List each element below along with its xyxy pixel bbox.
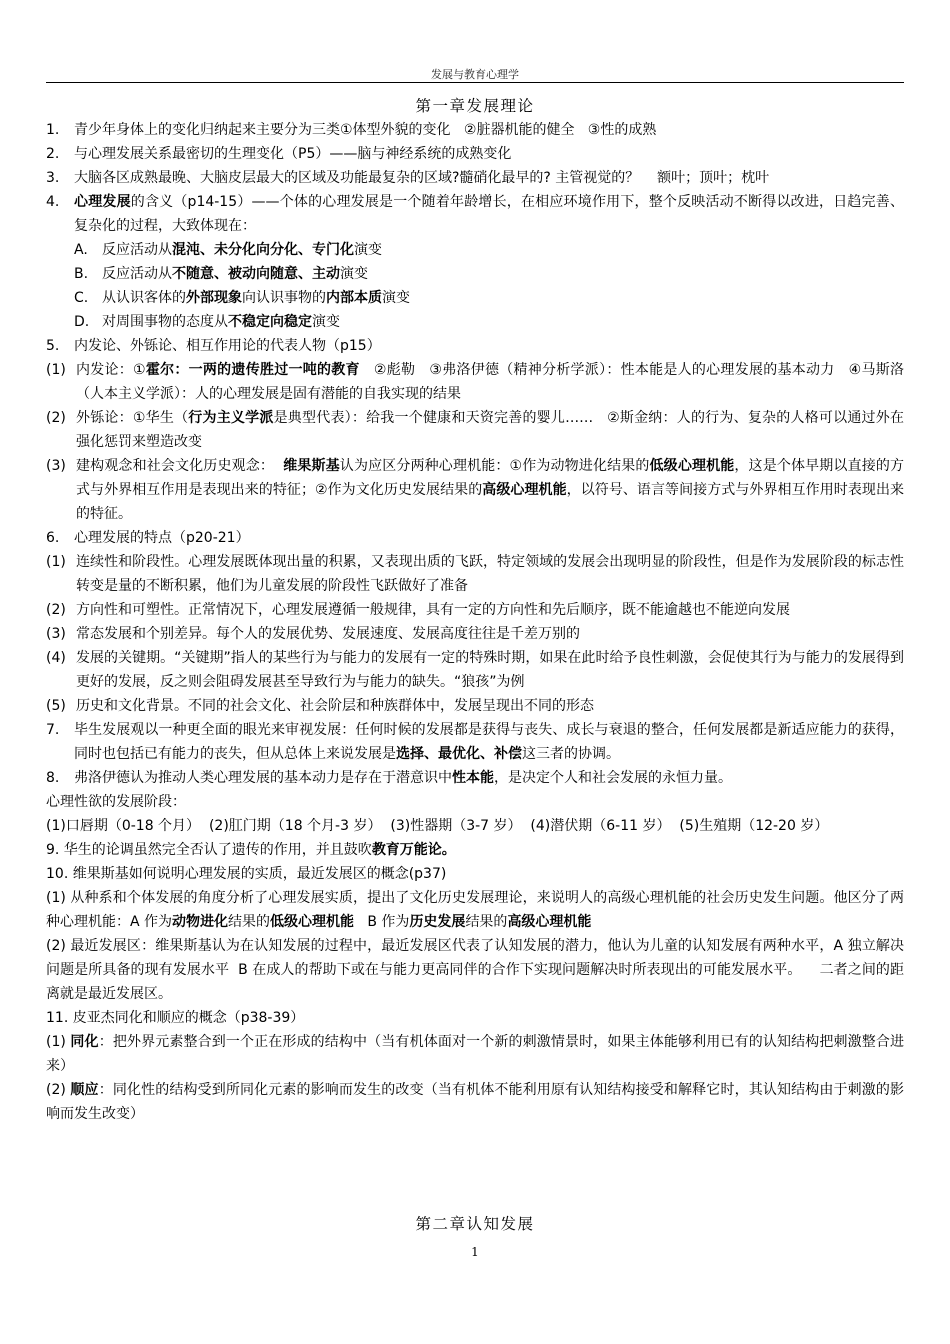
item-text: 毕生发展观以一种更全面的眼光来审视发展：任何时候的发展都是获得与丧失、成长与衰退的整合，任何发展都是新适应能力的获得，同时也包括已有能力的丧失，但从总体上来说发展是选择、最优化、补偿这三者的协调。 bbox=[74, 722, 904, 762]
item-number: A. bbox=[74, 242, 88, 258]
paragraph: 10. 维果斯基如何说明心理发展的实质，最近发展区的概念(p37) bbox=[46, 866, 447, 882]
numbered-list bbox=[46, 118, 904, 238]
item-number: (1) bbox=[46, 554, 66, 570]
list-item bbox=[46, 598, 904, 622]
item-text: 与心理发展关系最密切的生理变化（P5）——脑与神经系统的成熟变化 bbox=[74, 146, 512, 162]
item-text: 从认识客体的外部现象向认识事物的内部本质演变 bbox=[102, 290, 410, 306]
item-number: (2) bbox=[46, 602, 66, 618]
item-number: (2) bbox=[46, 410, 66, 426]
list-item bbox=[46, 646, 904, 694]
list-item bbox=[46, 190, 904, 238]
item7 bbox=[46, 718, 904, 766]
chapter-title-2: 第二章认知发展 bbox=[415, 1215, 535, 1233]
list-item bbox=[46, 694, 904, 718]
paragraph: 11. 皮亚杰同化和顺应的概念（p38-39） bbox=[46, 1010, 305, 1026]
item-number: 5. bbox=[46, 338, 60, 354]
item4-sublist bbox=[46, 238, 904, 334]
item-text: 常态发展和个别差异。每个人的发展优势、发展速度、发展高度往往是千差万别的 bbox=[76, 626, 580, 642]
list-item bbox=[74, 286, 904, 310]
paragraphs bbox=[46, 790, 904, 1126]
item-number: 7. bbox=[46, 722, 60, 738]
paragraph: (1) 同化：把外界元素整合到一个正在形成的结构中（当有机体面对一个新的刺激情景时，如果主体能够利用已有的认知结构把刺激整合进来） bbox=[46, 1034, 905, 1074]
item6 bbox=[46, 526, 904, 550]
item-number: B. bbox=[74, 266, 89, 282]
item-number: 3. bbox=[46, 170, 60, 186]
item-text: 发展的关键期。“关键期”指人的某些行为与能力的发展有一定的特殊时期，如果在此时给予良性刺激，会促使其行为与能力的发展得到更好的发展，反之则会阻碍发展甚至导致行为与能力的缺失。“狼孩”为例 bbox=[76, 650, 904, 690]
item-number: 6. bbox=[46, 530, 60, 546]
list-item bbox=[46, 766, 904, 790]
item-text: 反应活动从混沌、未分化向分化、专门化演变 bbox=[102, 242, 382, 258]
item5 bbox=[46, 334, 904, 358]
item-number: (3) bbox=[46, 626, 66, 642]
item6-sublist bbox=[46, 550, 904, 718]
list-item bbox=[46, 406, 904, 454]
list-item bbox=[46, 334, 904, 358]
item-text: 历史和文化背景。不同的社会文化、社会阶层和种族群体中，发展呈现出不同的形态 bbox=[76, 698, 594, 714]
document-body bbox=[46, 118, 904, 1126]
item-text: 内发论、外铄论、相互作用论的代表人物（p15） bbox=[74, 338, 381, 354]
header-rule bbox=[46, 82, 904, 83]
item-number: C. bbox=[74, 290, 89, 306]
item-number: (3) bbox=[46, 458, 66, 474]
list-item bbox=[46, 526, 904, 550]
item-text: 心理发展的特点（p20-21） bbox=[74, 530, 250, 546]
page-number: 1 bbox=[471, 1245, 479, 1259]
list-item bbox=[46, 454, 904, 526]
list-item bbox=[46, 166, 904, 190]
item-number: 2. bbox=[46, 146, 60, 162]
paragraph: (2) 顺应：同化性的结构受到所同化元素的影响而发生的改变（当有机体不能利用原有认知结构接受和解释它时，其认知结构由于刺激的影响而发生改变） bbox=[46, 1082, 905, 1122]
item8 bbox=[46, 766, 904, 790]
item-text: 外铄论：①华生（行为主义学派是典型代表）：给我一个健康和天资完善的婴儿…… ②斯金纳：人的行为、复杂的人格可以通过外在强化惩罚来塑造改变 bbox=[76, 410, 904, 450]
list-item bbox=[46, 622, 904, 646]
list-item bbox=[46, 142, 904, 166]
item-number: (4) bbox=[46, 650, 66, 666]
list-item bbox=[74, 238, 904, 262]
item-text: 连续性和阶段性。心理发展既体现出量的积累，又表现出质的飞跃，特定领域的发展会出现明显的阶段性，但是作为发展阶段的标志性转变是量的不断积累，他们为儿童发展的阶段性飞跃做好了准备 bbox=[76, 554, 904, 594]
list-item bbox=[46, 118, 904, 142]
paragraph: 心理性欲的发展阶段： bbox=[46, 794, 186, 810]
chapter-title: 第一章发展理论 bbox=[415, 97, 535, 115]
item-number: 1. bbox=[46, 122, 60, 138]
paragraph: (2) 最近发展区：维果斯基认为在认知发展的过程中，最近发展区代表了认知发展的潜力，他认为儿童的认知发展有两种水平，A 独立解决问题是所具备的现有发展水平 B 在成人的帮助下或在与能力更高同伴的合作下实现问题解决时所表现出的可能发展水平。 二者之间的距离就是最近发展区。 bbox=[46, 938, 904, 1002]
list-item bbox=[74, 262, 904, 286]
paragraph: 9. 华生的论调虽然完全否认了遗传的作用，并且鼓吹教育万能论。 bbox=[46, 842, 456, 858]
list-item bbox=[46, 550, 904, 598]
item-text: 方向性和可塑性。正常情况下，心理发展遵循一般规律，具有一定的方向性和先后顺序，既不能逾越也不能逆向发展 bbox=[76, 602, 790, 618]
paragraph: (1)口唇期（0-18 个月） (2)肛门期（18 个月-3 岁） (3)性器期（3-7 岁） (4)潜伏期（6-11 岁） (5)生殖期（12-20 岁） bbox=[46, 818, 829, 834]
item-number: (1) bbox=[46, 362, 66, 378]
list-item bbox=[46, 358, 904, 406]
item-text: 弗洛伊德认为推动人类心理发展的基本动力是存在于潜意识中性本能，是决定个人和社会发展的永恒力量。 bbox=[74, 770, 732, 786]
item-number: (5) bbox=[46, 698, 66, 714]
item5-sublist bbox=[46, 358, 904, 526]
running-header: 发展与教育心理学 bbox=[431, 68, 519, 81]
paragraph: (1) 从种系和个体发展的角度分析了心理发展实质，提出了文化历史发展理论，来说明人的高级心理机能的社会历史发生问题。他区分了两种心理机能：A 作为动物进化结果的低级心理机能 B 作为历史发展结果的高级心理机能 bbox=[46, 890, 904, 930]
item-text: 建构观念和社会文化历史观念： 维果斯基认为应区分两种心理机能：①作为动物进化结果的低级心理机能，这是个体早期以直接的方式与外界相互作用是表现出来的特征；②作为文化历史发展结果的高级心理机能，以符号、语言等间接方式与外界相互作用时表现出来的特征。 bbox=[76, 458, 905, 522]
list-item bbox=[74, 310, 904, 334]
item-text: 反应活动从不随意、被动向随意、主动演变 bbox=[102, 266, 368, 282]
item-number: 4. bbox=[46, 194, 60, 210]
item-text: 青少年身体上的变化归纳起来主要分为三类①体型外貌的变化 ②脏器机能的健全 ③性的成熟 bbox=[74, 122, 657, 138]
item-text: 内发论：①霍尔：一两的遗传胜过一吨的教育 ②彪勒 ③弗洛伊德（精神分析学派）：性本能是人的心理发展的基本动力 ④马斯洛（人本主义学派）：人的心理发展是固有潜能的自我实现的结果 bbox=[76, 362, 904, 402]
item-text: 大脑各区成熟最晚、大脑皮层最大的区域及功能最复杂的区域?髓硝化最早的? 主管视觉的？ 额叶；顶叶；枕叶 bbox=[74, 170, 770, 186]
item-number: 8. bbox=[46, 770, 60, 786]
item-text: 对周围事物的态度从不稳定向稳定演变 bbox=[102, 314, 340, 330]
item-text: 心理发展的含义（p14-15）——个体的心理发展是一个随着年龄增长，在相应环境作用下，整个反映活动不断得以改进，日趋完善、复杂化的过程，大致体现在： bbox=[74, 194, 904, 234]
list-item bbox=[46, 718, 904, 766]
item-number: D. bbox=[74, 314, 90, 330]
